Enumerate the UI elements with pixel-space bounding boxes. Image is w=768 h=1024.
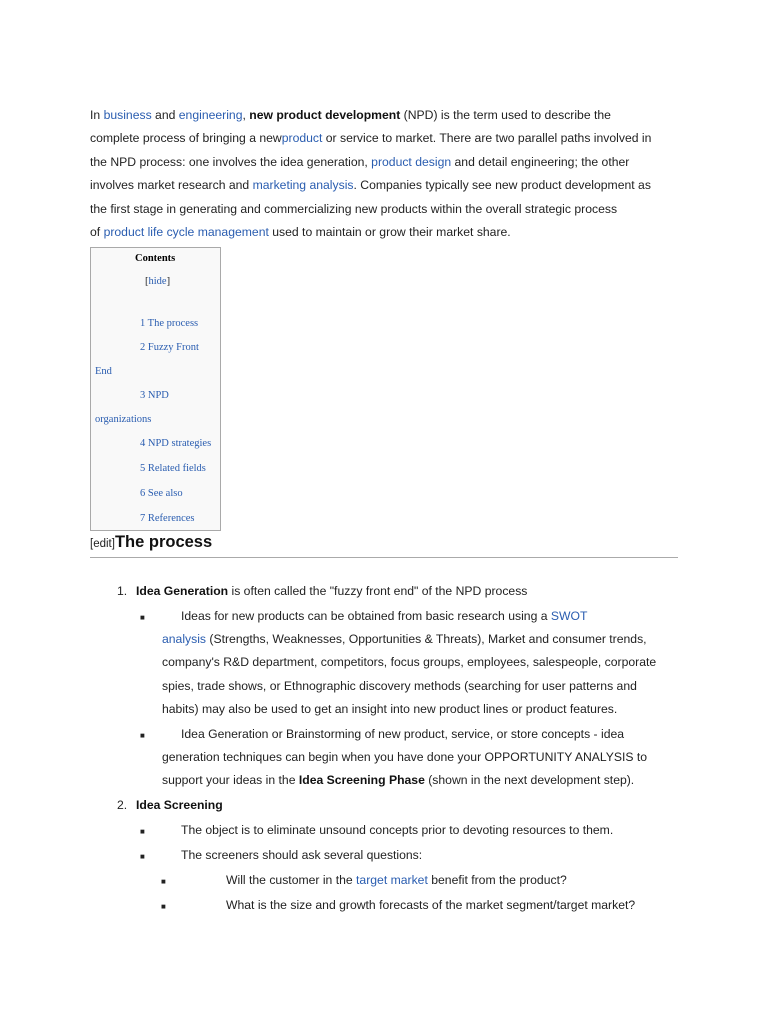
toc-item-npd-organizations-wrap[interactable]: organizations <box>95 414 152 425</box>
text: complete process of bringing a new <box>90 131 282 146</box>
text: (Strengths, Weaknesses, Opportunities & Threats), Market and consumer trends, <box>206 632 647 646</box>
section-heading <box>90 533 212 552</box>
intro-line-6 <box>90 221 690 244</box>
text: is often called the "fuzzy front end" of the NPD process <box>228 584 528 598</box>
npd-term: new product development <box>249 108 401 122</box>
engineering-link[interactable]: engineering <box>178 108 243 122</box>
item-title: Idea Screening <box>136 798 223 812</box>
bullet-line <box>181 609 587 623</box>
text: involves market research and <box>90 178 253 193</box>
bracket: [ <box>90 538 94 550</box>
edit-link[interactable]: edit <box>93 538 112 550</box>
bullet-line: spies, trade shows, or Ethnographic discovery methods (searching for user patterns and <box>162 679 637 693</box>
intro-line-4 <box>90 174 690 197</box>
bullet-line: Idea Generation or Brainstorming of new product, service, or store concepts - idea <box>181 727 625 741</box>
text: Ideas for new products can be obtained from basic research using a <box>181 609 551 623</box>
toc-item-related-fields[interactable]: 5 Related fields <box>140 463 206 474</box>
bullet-line: company's R&D department, competitors, focus groups, employees, salespeople, corporate <box>162 655 657 669</box>
text: . Companies typically see new product development as <box>353 178 651 193</box>
bullet-icon: ■ <box>140 852 145 861</box>
toc-title: Contents <box>135 253 176 264</box>
product-life-cycle-link[interactable]: product life cycle management <box>103 224 269 239</box>
bullet-icon: ■ <box>161 902 166 911</box>
bullet-icon: ■ <box>140 731 145 740</box>
product-link[interactable]: product <box>281 131 323 146</box>
toc-item-see-also[interactable]: 6 See also <box>140 488 183 499</box>
table-of-contents <box>90 247 221 531</box>
product-design-link[interactable]: product design <box>371 154 452 169</box>
text: of <box>90 224 104 239</box>
intro-line-3 <box>90 151 690 174</box>
list-item-idea-generation <box>136 584 527 598</box>
toc-hide-toggle <box>145 276 170 287</box>
swot-analysis-link[interactable]: analysis <box>162 632 207 646</box>
swot-link[interactable]: SWOT <box>550 609 588 623</box>
toc-item-the-process[interactable]: 1 The process <box>140 318 199 329</box>
text: (shown in the next development step). <box>424 773 635 787</box>
bullet-icon: ■ <box>140 827 145 836</box>
bullet-line: The object is to eliminate unsound concepts prior to devoting resources to them. <box>181 823 614 837</box>
intro-paragraph <box>90 104 690 244</box>
bullet-line <box>162 632 647 646</box>
marketing-analysis-link[interactable]: marketing analysis <box>252 178 354 193</box>
bracket: ] <box>166 276 171 287</box>
section-title: The process <box>114 533 213 551</box>
bullet-line <box>162 773 634 787</box>
bullet-line: generation techniques can begin when you have done your OPPORTUNITY ANALYSIS to <box>162 750 648 764</box>
sub-bullet-line <box>226 873 567 887</box>
bracket: [ <box>145 276 149 287</box>
bullet-line: The screeners should ask several questions: <box>181 848 423 862</box>
toc-item-fuzzy-front-end[interactable]: 2 Fuzzy Front <box>140 342 199 353</box>
text: In <box>90 108 104 122</box>
heading-divider <box>90 557 678 558</box>
toc-item-npd-organizations[interactable]: 3 NPD <box>140 390 169 401</box>
bullet-line: habits) may also be used to get an insight into new product lines or product features. <box>162 702 618 716</box>
text: used to maintain or grow their market share. <box>268 224 511 239</box>
hide-link[interactable]: hide <box>148 276 167 287</box>
item-title: Idea Generation <box>136 584 229 598</box>
toc-item-fuzzy-front-end-wrap[interactable]: End <box>95 366 112 377</box>
business-link[interactable]: business <box>103 108 152 122</box>
intro-line-5: the first stage in generating and commercializing new products within the overall strategic process <box>90 201 618 216</box>
text: (NPD) is the term used to describe the <box>400 108 611 122</box>
text: support your ideas in the <box>162 773 299 787</box>
list-number: 1. <box>117 584 128 598</box>
text: Will the customer in the <box>226 873 357 887</box>
text: and detail engineering; the other <box>451 154 630 169</box>
intro-line-2 <box>90 127 690 150</box>
text: benefit from the product? <box>427 873 567 887</box>
toc-item-references[interactable]: 7 References <box>140 513 195 524</box>
toc-item-npd-strategies[interactable]: 4 NPD strategies <box>140 438 212 449</box>
text: the NPD process: one involves the idea generation, <box>90 154 372 169</box>
bullet-icon: ■ <box>161 877 166 886</box>
list-number: 2. <box>117 798 128 812</box>
target-market-link[interactable]: target market <box>356 873 428 887</box>
idea-screening-phase: Idea Screening Phase <box>298 773 425 787</box>
text: and <box>151 108 179 122</box>
bracket: ] <box>111 538 115 550</box>
text: or service to market. There are two parallel paths involved in <box>322 131 652 146</box>
sub-bullet-line: What is the size and growth forecasts of the market segment/target market? <box>226 898 636 912</box>
bullet-icon: ■ <box>140 613 145 622</box>
list-item-idea-screening <box>136 798 223 812</box>
text: , <box>242 108 250 122</box>
intro-line-1 <box>90 104 690 127</box>
